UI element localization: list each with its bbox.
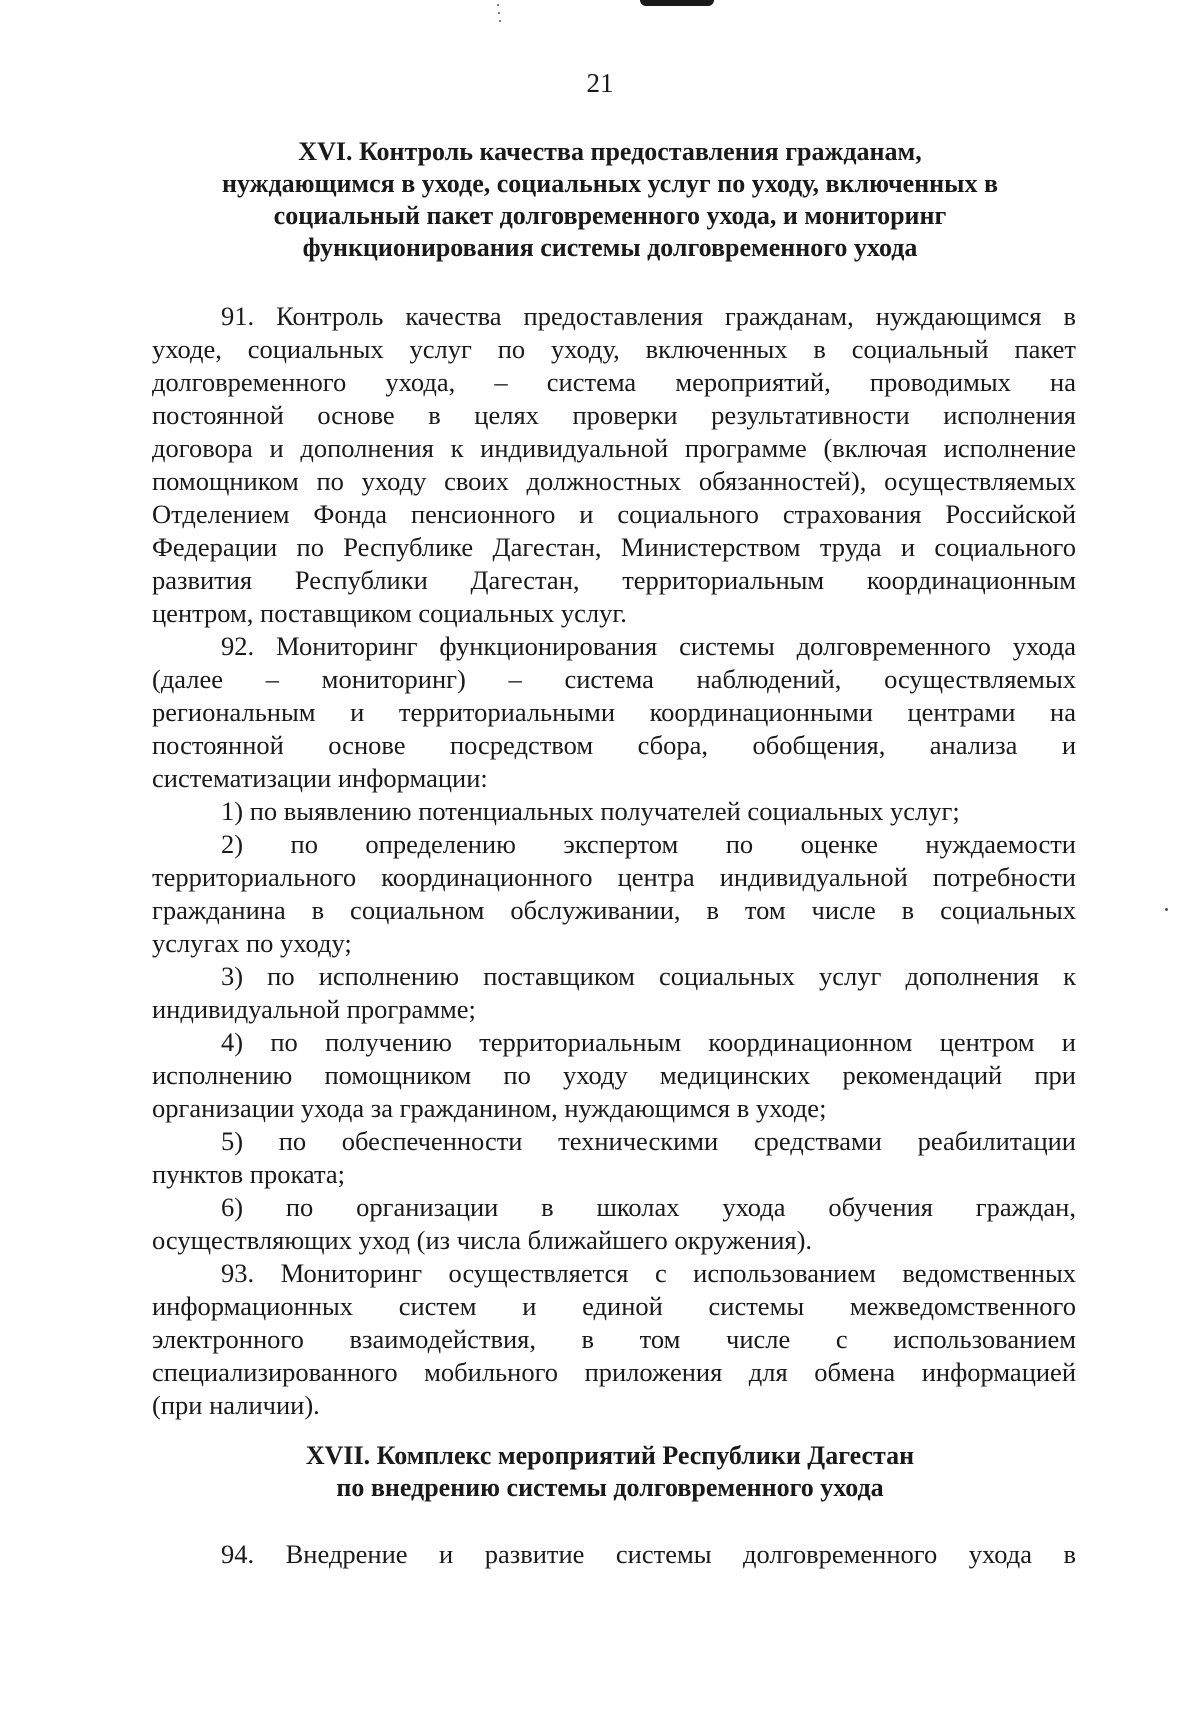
paragraph-91-line: центром, поставщиком социальных услуг. (152, 598, 627, 628)
paragraph-93-line: (при наличии). (152, 1390, 320, 1420)
paragraph-92-line: региональным и территориальными координационными центрами на (152, 697, 1076, 727)
section-17-heading-line: XVII. Комплекс мероприятий Республики Дагестан (305, 1441, 915, 1470)
section-16-heading-line: нуждающимся в уходе, социальных услуг по уходу, включенных в (221, 169, 998, 198)
list-item-3-line: 3) по исполнению поставщиком социальных услуг дополнения к (221, 961, 1076, 991)
paragraph-91-line: развития Республики Дагестан, территориальным координационным (152, 565, 1076, 595)
paragraph-91-line: договора и дополнения к индивидуальной программе (включая исполнение (152, 433, 1076, 463)
list-item-4-line: исполнению помощником по уходу медицинских рекомендаций при (152, 1060, 1076, 1090)
paragraph-92-line: (далее – мониторинг) – система наблюдений, осуществляемых (152, 664, 1076, 694)
list-item-2-line: услугах по уходу; (152, 928, 352, 958)
paragraph-93-line: электронного взаимодействия, в том числе с использованием (152, 1324, 1076, 1354)
list-item-5-line: 5) по обеспеченности техническими средствами реабилитации (221, 1126, 1076, 1156)
list-item-3-line: индивидуальной программе; (152, 994, 476, 1024)
section-17-heading (150, 1440, 1070, 1504)
paragraph-91-line: Отделением Фонда пенсионного и социального страхования Российской (152, 499, 1076, 529)
section-17-heading-line: по внедрению системы долговременного ухода (336, 1473, 884, 1502)
scan-artifact-dot (1165, 908, 1168, 911)
list-item-1-line: 1) по выявлению потенциальных получателей социальных услуг; (221, 796, 960, 826)
scan-artifact-top (640, 0, 714, 6)
paragraph-91-line: уходе, социальных услуг по уходу, включенных в социальный пакет (152, 334, 1076, 364)
paragraph-93-line: 93. Мониторинг осуществляется с использованием ведомственных (221, 1258, 1076, 1288)
list-item-4-line: 4) по получению территориальным координационном центром и (221, 1027, 1076, 1057)
paragraph-94-line: 94. Внедрение и развитие системы долговременного ухода в (221, 1539, 1076, 1569)
section-16-heading-line: социальный пакет долговременного ухода, и мониторинг (273, 201, 947, 230)
list-item-2-line: 2) по определению экспертом по оценке нуждаемости (221, 829, 1076, 859)
paragraph-91-line: Федерации по Республике Дагестан, Министерством труда и социального (152, 532, 1076, 562)
paragraph-93-line: специализированного мобильного приложения для обмена информацией (152, 1357, 1076, 1387)
scan-artifact-dots (497, 4, 501, 26)
paragraph-92-line: 92. Мониторинг функционирования системы долговременного ухода (221, 631, 1076, 661)
page-number: 21 (586, 68, 614, 98)
paragraph-93-line: информационных систем и единой системы межведомственного (152, 1291, 1076, 1321)
paragraph-91-line: постоянной основе в целях проверки результативности исполнения (152, 400, 1076, 430)
list-item-2-line: гражданина в социальном обслуживании, в том числе в социальных (152, 895, 1076, 925)
list-item-5-line: пунктов проката; (152, 1159, 346, 1189)
paragraph-91-line: долговременного ухода, – система мероприятий, проводимых на (152, 367, 1076, 397)
section-16-heading (150, 136, 1070, 264)
section-16-heading-line: функционирования системы долговременного ухода (302, 233, 918, 262)
section-16-heading-line: XVI. Контроль качества предоставления гражданам, (298, 137, 922, 166)
paragraph-91-line: помощником по уходу своих должностных обязанностей), осуществляемых (152, 466, 1076, 496)
section-16-body (152, 300, 1076, 1422)
list-item-2-line: территориального координационного центра индивидуальной потребности (152, 862, 1076, 892)
paragraph-91-line: 91. Контроль качества предоставления гражданам, нуждающимся в (221, 301, 1076, 331)
paragraph-92-line: систематизации информации: (152, 763, 488, 793)
section-17-body (152, 1538, 1076, 1571)
list-item-6-line: осуществляющих уход (из числа ближайшего окружения). (152, 1225, 813, 1255)
list-item-4-line: организации ухода за гражданином, нуждающимся в уходе; (152, 1093, 827, 1123)
paragraph-92-line: постоянной основе посредством сбора, обобщения, анализа и (152, 730, 1076, 760)
list-item-6-line: 6) по организации в школах ухода обучения граждан, (221, 1192, 1076, 1222)
